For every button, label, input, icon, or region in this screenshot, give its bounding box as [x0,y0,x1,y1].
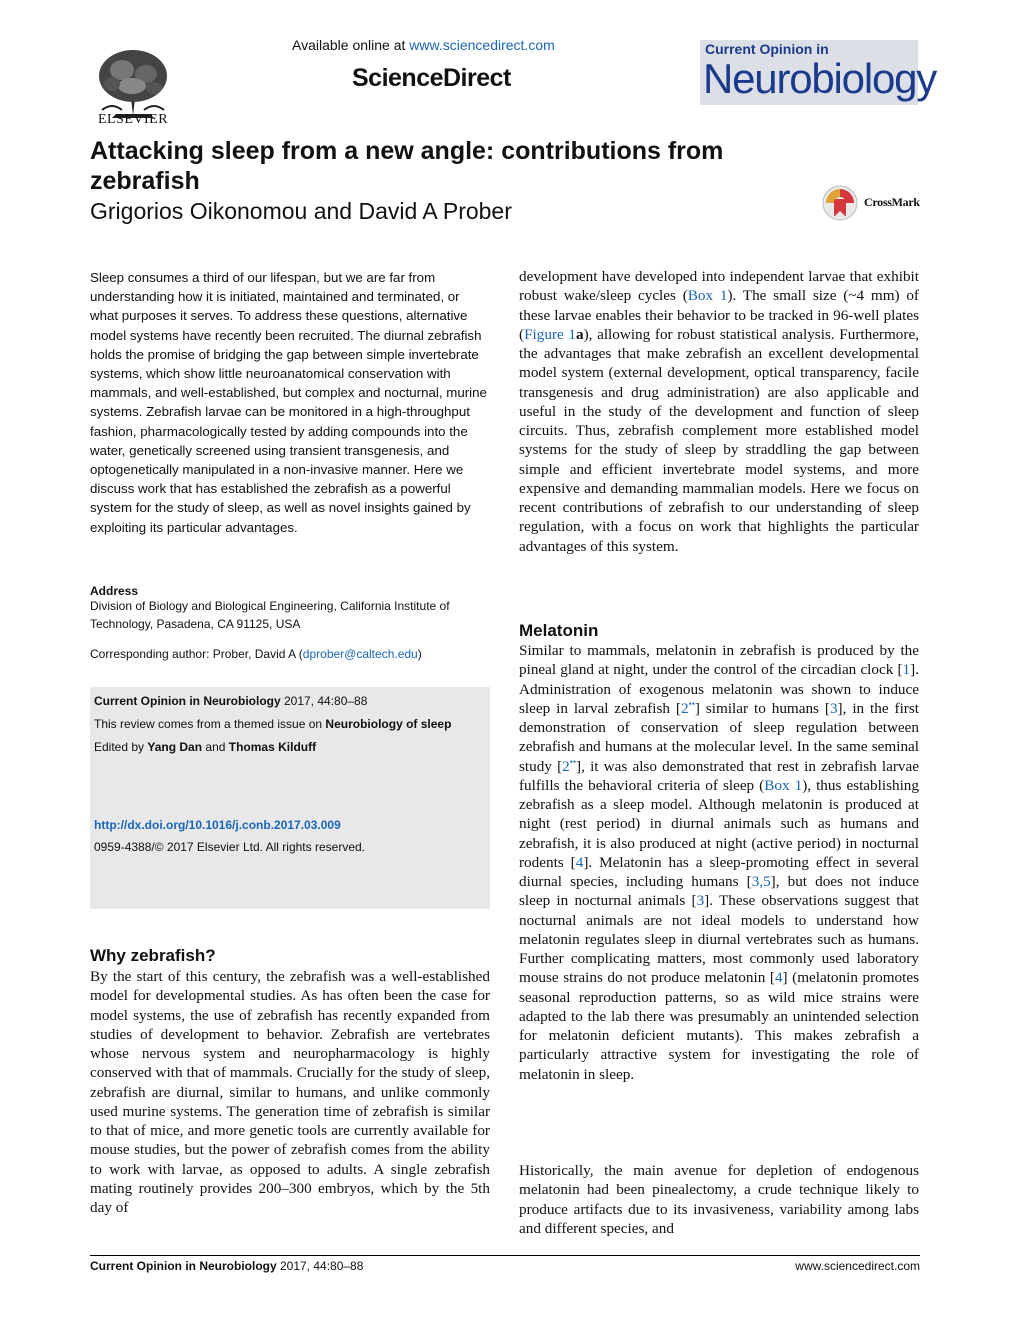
footer-citation [90,1259,363,1273]
ref-2-marker: •• [688,698,695,709]
section-text-melatonin-history: Historically, the main avenue for depletion of endogenous melatonin had been pinealectomy, a crude technique likely to produce artifacts due to its invasiveness, variability among labs and different species, and [519,1162,919,1237]
ref-link-2[interactable] [681,700,695,717]
ref-2-marker: •• [569,756,577,767]
crossmark-badge[interactable] [822,185,922,221]
figure1-panel-letter: a [575,325,584,343]
text-run: ]. These observations suggest that nocturnal animals are not ideal models to understand how melatonin regulates sleep in diurnal vertebrates such as humans. Further complicating matters, most commonly used laboratory mouse strains do not produce melatonin [ [519,892,919,987]
ref-link-2b[interactable] [562,758,576,775]
themed-prefix: This review comes from a themed issue on [94,717,326,731]
author-email-link[interactable]: dprober@caltech.edu [302,647,418,661]
info-editors [94,740,316,754]
text-run: ] similar to humans [ [694,699,830,717]
article-title: Attacking sleep from a new angle: contributions from zebrafish [90,137,724,195]
sciencedirect-brand: ScienceDirect [352,64,511,92]
article-info-box [90,687,490,909]
corresponding-suffix: ) [417,647,422,661]
section-heading-melatonin: Melatonin [519,621,599,640]
editor-1: Yang Dan [147,740,203,754]
text-run: development have developed into independent larvae that exhibit robust wake/sleep cycles ( [519,268,919,305]
footer-citation-numbers: 2017, 44:80–88 [276,1259,364,1273]
ref-link-1[interactable]: 1 [902,661,911,679]
journal-logo-small: Current Opinion in [705,41,829,57]
address-heading: Address [90,584,139,598]
text-run: ] (melatonin promotes seasonal reproduction patterns, so as wild mice strains were adapted to the lab there was presumably an unintended selection for melatonin deficient mutants). This makes zebrafish a particularly attractive system for investigating the role of melatonin in sleep. [519,969,920,1083]
doi-link[interactable]: http://dx.doi.org/10.1016/j.conb.2017.03.009 [94,818,341,832]
figure1-label: Figure 1 [524,325,576,343]
article-authors: Grigorios Oikonomou and David A Prober [90,198,512,224]
copyright-line: 0959-4388/© 2017 Elsevier Ltd. All rights reserved. [94,840,365,854]
ref-2-number: 2 [562,757,570,775]
abstract: Sleep consumes a third of our lifespan, but we are far from understanding how it is initiated, maintained and terminated, or what purposes it serves. To address these questions, alternative model systems have recently been recruited. The diurnal zebrafish holds the promise of bridging the gap between simple invertebrate systems, which show little neuroanatomical conservation with mammals, and well-established, but complex and nocturnal, murine systems. Zebrafish larvae can be monitored in a high-throughput fashion, pharmacologically tested by adding compounds into the water, genetically screened using transient transgenesis, and optogenetically manipulated in a non-invasive manner. Here we discuss work that has established the zebrafish as a powerful system for the study of sleep, as well as novel insights gained by exploiting its particular advantages. [90,270,487,535]
text-run: ]. Melatonin has a sleep-promoting effect in several diurnal species, including humans [ [519,853,919,890]
publisher-name: ELSEVIER [97,112,169,127]
ref-link-3b[interactable]: 3 [696,892,705,910]
footer-journal: Current Opinion in Neurobiology [90,1259,277,1273]
editor-2: Thomas Kilduff [228,740,317,754]
footer-divider [90,1255,920,1256]
crossmark-icon [822,185,858,221]
box1-link-2[interactable]: Box 1 [764,776,803,794]
footer-site-link[interactable]: www.sciencedirect.com [795,1259,920,1273]
journal-logo [700,40,937,105]
section-text-intro-continued [519,267,919,556]
info-citation [94,694,367,708]
info-citation-numbers: 2017, 44:80–88 [280,694,368,708]
availability-line [292,37,555,53]
text-run: Similar to mammals, melatonin in zebrafish is produced by the pineal gland at night, under the control of the circadian clock [ [519,642,919,679]
box1-link[interactable]: Box 1 [687,287,728,305]
corresponding-author [90,647,422,661]
ref-2-number: 2 [681,699,689,717]
text-run: ], but does not induce sleep in nocturnal animals [ [519,873,919,910]
info-themed-issue [94,717,451,731]
edited-prefix: Edited by [94,740,148,754]
journal-logo-big: Neurobiology [703,55,937,102]
text-run: ), thus establishing zebrafish as a sleep model. Although melatonin is produced at night (rest period) in diurnal animals such as humans and zebrafish, it is also produced at night (active period) in nocturnal rodents [ [519,776,919,871]
address-text: Division of Biology and Biological Engineering, California Institute of Technology, Pasadena, CA 91125, USA [90,599,450,631]
info-journal: Current Opinion in Neurobiology [94,694,281,708]
ref-link-3-5[interactable]: 3,5 [751,873,771,890]
text-run: ]. Administration of exogenous melatonin was shown to induce sleep in larval zebrafish [ [519,661,919,717]
ref-link-3[interactable]: 3 [829,699,838,717]
figure1-link[interactable] [524,326,584,343]
section-heading-why-zebrafish: Why zebrafish? [90,946,216,965]
crossmark-label: CrossMark [864,195,920,209]
text-run: ), allowing for robust statistical analysis. Furthermore, the advantages that make zebrafish an excellent developmental model system (external development, optical transparency, facile transgenesis and drug administration) are also applicable and useful in the study of the development and function of sleep circuits. Thus, zebrafish complement more established model systems for the study of sleep by straddling the gap between simple and efficient invertebrate model systems, and more expensive and demanding mammalian models. Here we focus on recent contributions of zebrafish to our understanding of sleep regulation, with a focus on work that highlights the particular advantages of this system. [519,325,919,555]
section-text-melatonin [519,641,919,1084]
editor-and: and [202,740,229,754]
sciencedirect-link[interactable]: www.sciencedirect.com [409,37,555,53]
text-run: ). The small size (~4 mm) of these larvae enables their behavior to be tracked in 96-well plates ( [519,287,919,343]
text-run: ], it was also demonstrated that rest in zebrafish larvae fulfills the behavioral criteria of sleep ( [519,757,919,794]
available-prefix: Available online at [292,37,406,53]
themed-issue-name: Neurobiology of sleep [325,717,452,731]
ref-link-4b[interactable]: 4 [774,969,783,987]
text-run: ], in the first demonstration of conservation of sleep regulation between zebrafish and humans at the molecular level. In the same seminal study [ [519,699,919,775]
section-text-why-zebrafish: By the start of this century, the zebrafish was a well-established model for developmental studies. As has often been the case for model systems, the use of zebrafish has recently expanded from studies of development to behavior. Zebrafish are vertebrates whose nervous system and neuropharmacology is highly conserved with that of mammals. Crucially for the study of sleep, zebrafish are diurnal, similar to humans, and unlike commonly used murine systems. The generation time of zebrafish is similar to that of mice, and more genetic tools are currently available for mouse studies, but the power of zebrafish comes from the ability to work with larvae, as opposed to adults. A single zebrafish mating routinely provides 200–300 embryos, which by the 5th day of [90,968,490,1216]
corresponding-prefix: Corresponding author: Prober, David A ( [90,647,303,661]
ref-link-4[interactable]: 4 [575,853,584,871]
